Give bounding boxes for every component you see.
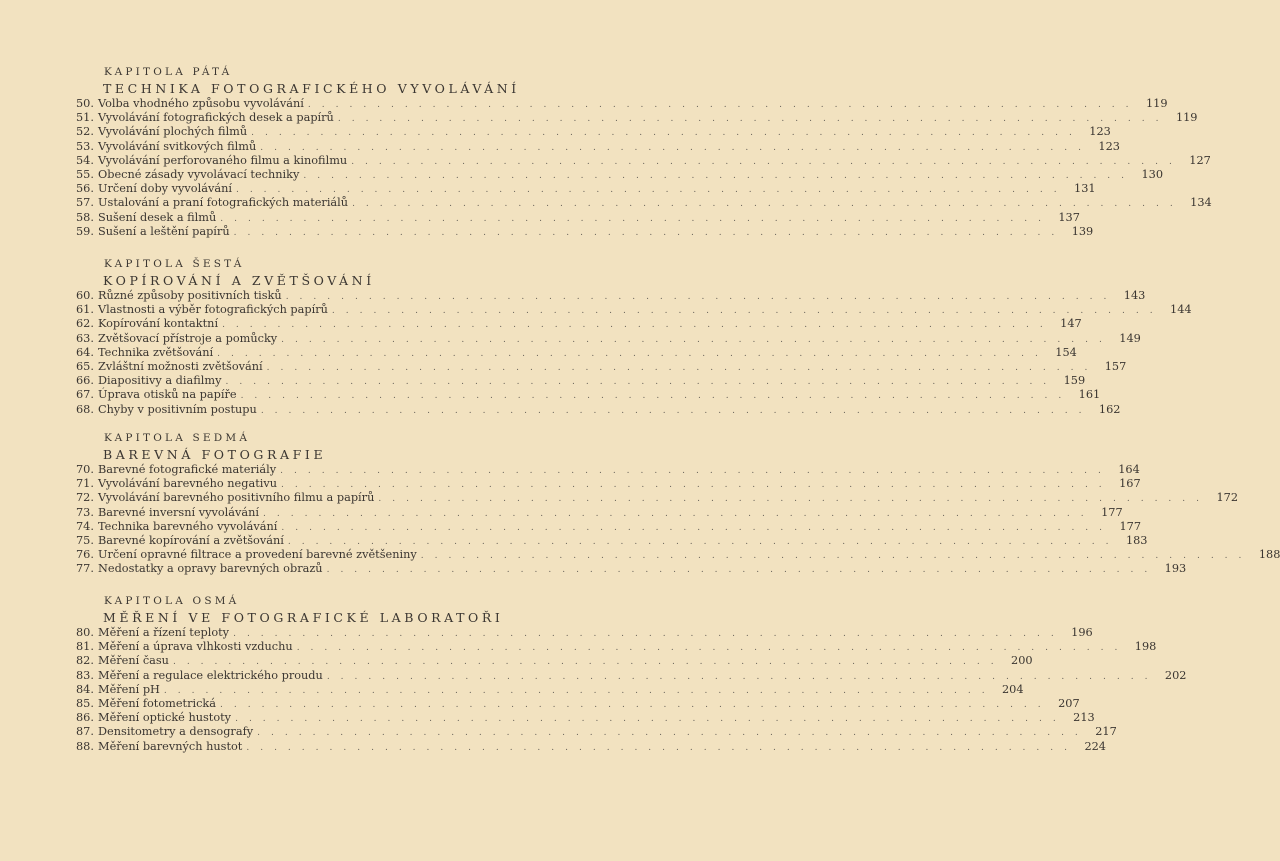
toc-entry — [76, 303, 1192, 317]
dot-leader: ............................................................ — [420, 551, 1253, 562]
entry-number: 56. — [76, 182, 94, 196]
toc-entry — [76, 182, 1096, 196]
dot-leader: ............................................................ — [287, 536, 1120, 547]
entry-number: 82. — [76, 654, 94, 668]
chapter-title: MĚŘENÍ VE FOTOGRAFICKÉ LABORATOŘI — [103, 610, 504, 625]
dot-leader: ............................................................ — [351, 156, 1183, 167]
entry-page: 213 — [1073, 711, 1095, 725]
dot-leader: ............................................................ — [337, 114, 1170, 125]
entry-title: Densitometry a densografy — [98, 725, 254, 739]
dot-leader: ............................................................ — [281, 522, 1114, 533]
entry-page: 207 — [1058, 696, 1080, 710]
dot-leader: ............................................................ — [280, 466, 1112, 476]
entry-title: Sušení a leštění papírů — [98, 224, 230, 238]
entry-number: 53. — [76, 139, 94, 153]
toc-entry — [76, 359, 1127, 374]
toc-entry — [76, 97, 1168, 111]
entry-title: Vyvolávání barevného negativu — [98, 477, 278, 491]
entry-page: 144 — [1170, 303, 1192, 317]
entry-title: Měření pH — [98, 682, 160, 696]
entry-page: 217 — [1095, 725, 1117, 739]
entry-title: Určení doby vyvolávání — [98, 182, 232, 196]
toc-entry — [76, 668, 1187, 683]
entry-page: 177 — [1119, 519, 1142, 533]
entry-title: Měření a řízení teploty — [98, 626, 230, 639]
toc-entry — [76, 682, 1024, 697]
chapter-title: BAREVNÁ FOTOGRAFIE — [103, 447, 327, 462]
entry-page: 224 — [1084, 739, 1106, 753]
entry-page: 123 — [1098, 139, 1120, 153]
entry-number: 63. — [76, 331, 94, 345]
entry-page: 177 — [1101, 505, 1123, 519]
entry-page: 183 — [1125, 533, 1148, 547]
entry-page: 130 — [1141, 167, 1164, 181]
entry-title: Vyvolávání plochých filmů — [98, 125, 248, 139]
entry-page: 137 — [1058, 210, 1080, 224]
entry-number: 54. — [76, 153, 94, 167]
toc-entry — [76, 196, 1212, 210]
entry-page: 198 — [1134, 640, 1157, 654]
entry-title: Chyby v positivním postupu — [98, 402, 257, 416]
toc-entry — [76, 388, 1101, 402]
entry-number: 70. — [76, 463, 94, 476]
entry-title: Nedostatky a opravy barevných obrazů — [98, 562, 323, 576]
entry-page: 123 — [1089, 125, 1111, 139]
toc-entry — [76, 654, 1033, 668]
dot-leader: ............................................................ — [296, 643, 1129, 654]
entry-page: 172 — [1216, 491, 1239, 505]
entry-number: 87. — [76, 725, 94, 739]
entry-number: 58. — [76, 210, 94, 224]
chapter-label: KAPITOLA OSMÁ — [104, 595, 240, 607]
dot-leader: ............................................................ — [307, 100, 1140, 110]
entry-number: 57. — [76, 196, 94, 210]
entry-number: 71. — [76, 477, 94, 491]
entry-page: 119 — [1145, 97, 1168, 110]
entry-number: 65. — [76, 359, 94, 373]
entry-title: Ustalování a praní fotografických materiálů — [98, 196, 349, 210]
entry-page: 188 — [1258, 548, 1280, 562]
entry-page: 200 — [1011, 654, 1033, 668]
toc-entry — [76, 374, 1086, 388]
entry-title: Kopírování kontaktní — [98, 317, 219, 331]
dot-leader: ............................................................ — [235, 185, 1068, 196]
toc-entry — [76, 491, 1239, 505]
toc-entry — [76, 533, 1148, 548]
toc-entry — [76, 696, 1080, 711]
entry-number: 60. — [76, 289, 94, 302]
entry-page: 196 — [1071, 626, 1093, 639]
entry-page: 202 — [1164, 668, 1187, 682]
chapter-label: KAPITOLA SEDMÁ — [104, 432, 251, 444]
entry-title: Zvětšovací přístroje a pomůcky — [98, 331, 278, 345]
entry-title: Měření času — [98, 654, 169, 668]
entry-page: 131 — [1074, 182, 1096, 196]
entry-number: 88. — [76, 739, 94, 753]
entry-title: Určení opravné filtrace a provedení barevné zvětšeniny — [98, 548, 417, 562]
toc-entry — [76, 345, 1077, 360]
entry-title: Volba vhodného způsobu vyvolávání — [98, 97, 304, 110]
entry-title: Barevné kopírování a zvětšování — [98, 533, 284, 547]
entry-title: Měření barevných hustot — [98, 739, 243, 753]
dot-leader: ............................................................ — [260, 405, 1093, 416]
toc-entry — [76, 111, 1198, 125]
entry-title: Různé způsoby positivních tisků — [98, 289, 282, 302]
chapter-section — [76, 593, 1187, 754]
toc-entry — [76, 463, 1140, 477]
toc-entry — [76, 711, 1095, 725]
entry-title: Technika barevného vyvolávání — [98, 519, 278, 533]
toc-entry — [76, 640, 1157, 654]
toc-entry — [76, 289, 1146, 303]
entry-page: 134 — [1190, 196, 1212, 210]
dot-leader: ............................................................ — [266, 362, 1099, 373]
entry-number: 72. — [76, 491, 94, 505]
dot-leader: ............................................................ — [352, 199, 1184, 210]
entry-title: Vyvolávání perforovaného filmu a kinofilmu — [98, 153, 348, 167]
entry-number: 64. — [76, 345, 94, 359]
toc-entry — [76, 153, 1211, 168]
toc-entry — [76, 505, 1123, 520]
entry-number: 59. — [76, 224, 94, 238]
entry-number: 51. — [76, 111, 94, 125]
entry-number: 50. — [76, 97, 94, 110]
toc-entry — [76, 519, 1142, 534]
entry-number: 68. — [76, 402, 94, 416]
entry-title: Zvláštní možnosti zvětšování — [98, 359, 263, 373]
dot-leader: ............................................................ — [233, 629, 1065, 639]
dot-leader: ............................................................ — [378, 494, 1211, 505]
toc-entry — [76, 626, 1093, 640]
toc-entry — [76, 477, 1141, 491]
entry-number: 66. — [76, 374, 94, 388]
entry-page: 204 — [1002, 682, 1024, 696]
toc-entry — [76, 548, 1280, 562]
entry-number: 74. — [76, 519, 94, 533]
entry-page: 162 — [1098, 402, 1121, 416]
entry-page: 147 — [1060, 317, 1082, 331]
dot-leader: ............................................................ — [251, 128, 1083, 139]
entry-title: Měření a regulace elektrického proudu — [98, 668, 323, 682]
entry-number: 75. — [76, 533, 94, 547]
dot-leader: ............................................................ — [303, 170, 1136, 181]
entry-title: Technika zvětšování — [98, 345, 214, 359]
toc-entry — [76, 317, 1082, 331]
toc-entry — [76, 224, 1094, 239]
entry-number: 52. — [76, 125, 94, 139]
entry-title: Měření optické hustoty — [98, 711, 232, 725]
entry-number: 80. — [76, 626, 94, 639]
chapter-label: KAPITOLA PÁTÁ — [104, 66, 233, 78]
dot-leader: ............................................................ — [257, 728, 1089, 739]
dot-leader: ............................................................ — [225, 377, 1058, 388]
dot-leader: ............................................................ — [172, 657, 1005, 668]
entry-page: 167 — [1119, 477, 1141, 491]
entry-title: Diapositivy a diafilmy — [98, 374, 222, 388]
dot-leader: ............................................................ — [220, 699, 1052, 710]
entry-page: 161 — [1078, 388, 1101, 402]
entry-title: Měření fotometrická — [98, 696, 216, 710]
entry-title: Barevné fotografické materiály — [98, 463, 277, 476]
entry-page: 149 — [1119, 331, 1141, 345]
dot-leader: ............................................................ — [331, 306, 1164, 317]
entry-page: 139 — [1071, 224, 1094, 238]
toc-entry — [76, 167, 1164, 182]
entry-page: 157 — [1104, 359, 1127, 373]
entry-title: Měření a úprava vlhkosti vzduchu — [98, 640, 293, 654]
entry-number: 86. — [76, 711, 94, 725]
dot-leader: ............................................................ — [217, 348, 1049, 359]
entry-title: Vlastnosti a výběr fotografických papírů — [98, 303, 328, 317]
entry-title: Vyvolávání fotografických desek a papírů — [98, 111, 334, 125]
dot-leader: ............................................................ — [326, 565, 1159, 576]
entry-title: Sušení desek a filmů — [98, 210, 217, 224]
dot-leader: ............................................................ — [281, 480, 1113, 491]
toc-entry — [76, 402, 1121, 417]
dot-leader: ............................................................ — [220, 213, 1052, 224]
dot-leader: ............................................................ — [246, 742, 1078, 753]
entry-title: Obecné zásady vyvolávací techniky — [98, 167, 300, 181]
entry-number: 84. — [76, 682, 94, 696]
dot-leader: ............................................................ — [326, 671, 1159, 682]
dot-leader: ............................................................ — [240, 391, 1073, 402]
entry-number: 62. — [76, 317, 94, 331]
entry-number: 77. — [76, 562, 94, 576]
dot-leader: ............................................................ — [260, 142, 1092, 153]
entry-page: 119 — [1175, 111, 1198, 125]
entry-page: 193 — [1164, 562, 1187, 576]
chapter-section — [76, 256, 1192, 417]
entry-number: 73. — [76, 505, 94, 519]
dot-leader: ............................................................ — [163, 685, 996, 696]
dot-leader: ............................................................ — [222, 320, 1054, 331]
entry-number: 67. — [76, 388, 94, 402]
entry-number: 83. — [76, 668, 94, 682]
toc-entry — [76, 210, 1080, 225]
dot-leader: ............................................................ — [235, 714, 1067, 725]
chapter-title: KOPÍROVÁNÍ A ZVĚTŠOVÁNÍ — [103, 273, 375, 288]
entry-title: Vyvolávání svitkových filmů — [98, 139, 257, 153]
dot-leader: ............................................................ — [263, 508, 1095, 519]
entry-page: 164 — [1118, 463, 1140, 476]
toc-entry — [76, 739, 1106, 754]
entry-number: 76. — [76, 548, 94, 562]
entry-page: 143 — [1123, 289, 1146, 302]
dot-leader: ............................................................ — [233, 227, 1066, 238]
chapter-section — [76, 430, 1280, 577]
dot-leader: ............................................................ — [281, 334, 1113, 345]
entry-page: 127 — [1189, 153, 1211, 167]
entry-number: 85. — [76, 696, 94, 710]
toc-entry — [76, 139, 1120, 154]
entry-number: 61. — [76, 303, 94, 317]
entry-page: 159 — [1063, 374, 1086, 388]
chapter-section — [76, 64, 1212, 239]
entry-number: 81. — [76, 640, 94, 654]
entry-title: Vyvolávání barevného positivního filmu a papírů — [98, 491, 375, 505]
toc-entry — [76, 125, 1111, 139]
dot-leader: ............................................................ — [285, 292, 1118, 302]
entry-title: Úprava otisků na papíře — [98, 388, 237, 402]
entry-page: 154 — [1055, 345, 1077, 359]
chapter-label: KAPITOLA ŠESTÁ — [104, 258, 245, 270]
toc-entry — [76, 562, 1187, 576]
toc-entry — [76, 725, 1117, 739]
entry-number: 55. — [76, 167, 94, 181]
entry-title: Barevné inversní vyvolávání — [98, 505, 259, 519]
toc-entry — [76, 331, 1141, 346]
chapter-title: TECHNIKA FOTOGRAFICKÉHO VYVOLÁVÁNÍ — [103, 81, 520, 96]
